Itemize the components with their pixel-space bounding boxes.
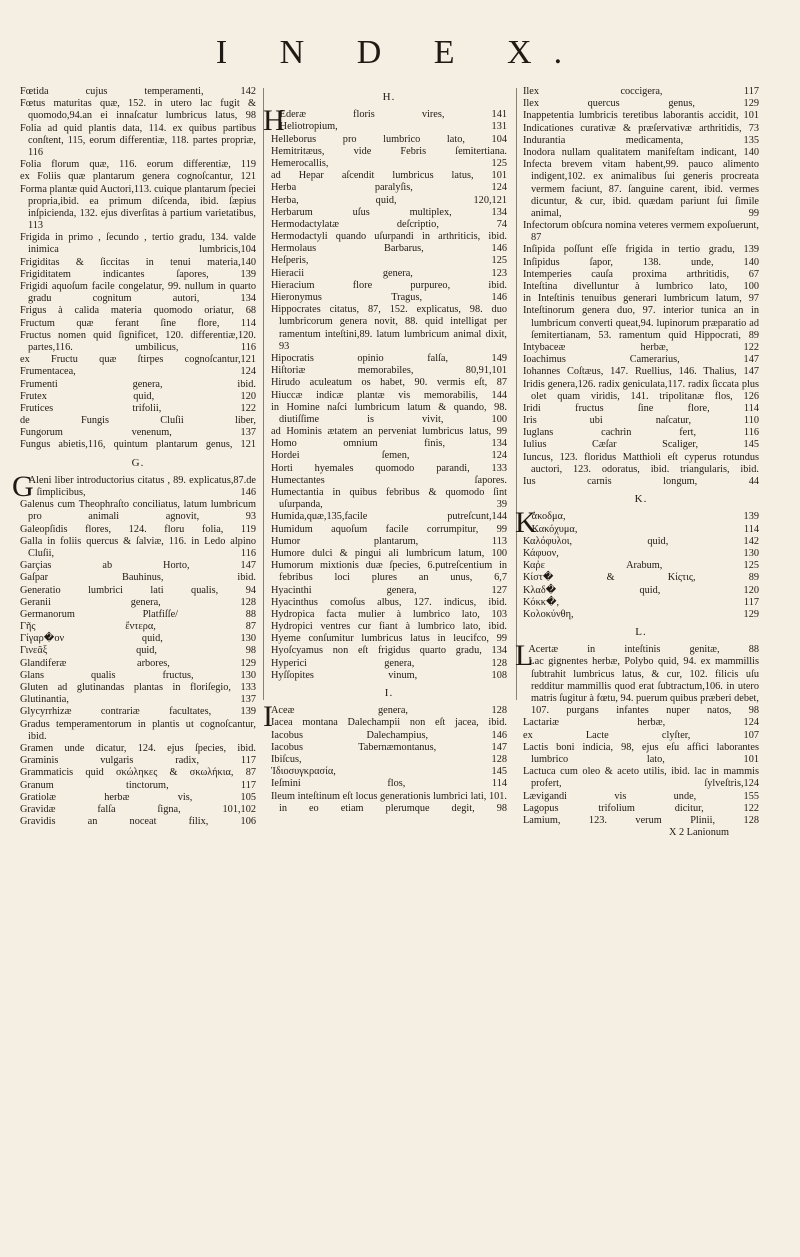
index-entry [20,439,256,451]
index-entry [20,123,256,160]
index-entry [523,439,759,451]
index-entry [20,366,256,378]
entry-text: Folia ad quid plantis data, 114. ex quibus partibus conſtent, 115, eorum differentiæ, 118. partes propriæ, 116 [20,122,256,158]
index-entry [20,694,256,706]
entry-text: Inappetentia lumbricis teretibus laborantis accidit, 101 [523,110,759,122]
index-column-1 [12,86,256,828]
entry-text: Glycyrrhizæ contrariæ facultates, 139 [20,706,256,718]
entry-text: Fungorum venenum, 137 [20,427,256,439]
index-entry [20,427,256,439]
index-entry [20,792,256,804]
section-letter: H. [382,91,396,103]
index-entry [523,135,759,147]
index-entry [271,585,507,597]
entry-text: Frigidi aquoſum facile congelatur, 99. nullum in quarto gradu cognitum autori, 134 [20,281,256,305]
entry-text: Iacobus Tabernæmontanus, 147 [271,741,507,753]
index-entry [20,159,256,171]
index-entry [523,379,759,403]
entry-text: Humectantia in quibus febribus & quomodo ſint uſurpanda, 39 [271,487,507,511]
entry-text: Κακόχυμα, 114 [531,523,759,535]
entry-text: Herba, quid, 120,121 [271,194,507,206]
index-entry [20,415,256,427]
index-entry [271,766,507,778]
index-entry [20,536,256,560]
index-entry [20,755,256,767]
index-entry [271,670,507,682]
entry-text: ex Lacte clyſter, 107 [523,729,759,741]
entry-text: Frigida in primo , ſecundo , tertio gradu, 134. valde inimica lumbricis,104 [20,232,256,256]
index-entry [523,742,759,766]
entry-text: Frumenti genera, ibid. [20,378,256,390]
entry-text: Hydropici ventres cur fiant à lumbrico lato, ibid. [271,621,507,633]
index-entry [271,219,507,231]
index-entry [271,717,507,729]
entry-text: Γῆς ἔντερα, 87 [20,621,256,633]
entry-text: Glans qualis fructus, 130 [20,669,256,681]
index-entry [20,682,256,694]
index-entry [523,147,759,159]
index-entry [523,269,759,281]
entry-text: Gradus temperamentorum in plantis ut cognoſcantur, ibid. [20,718,256,742]
entry-text: in Homine naſci lumbricum latum & quando, 98. diutiſſime is vivit, 100 [271,401,507,425]
index-entry [271,134,507,146]
index-entry [523,415,759,427]
entry-text: Geranii genera, 128 [20,596,256,608]
entry-text: Gaſpar Bauhinus, ibid. [20,572,256,584]
section-letter: I. [384,687,394,699]
index-entry [523,98,759,110]
entry-text: Frigus à calida materia quomodo oriatur, 68 [20,305,256,317]
index-entry [20,670,256,682]
entry-text: Gravidis an noceat filix, 106 [20,816,256,828]
index-entry [523,791,759,803]
entry-text: Humectantes ſapores. [271,474,507,486]
index-entry [523,427,759,439]
entry-text: Καῤε Arabum, 125 [523,560,759,572]
entry-text: ad Hepar aſcendit lumbricus latus, 101 [271,170,507,182]
index-entry [271,207,507,219]
index-entry [271,390,507,402]
index-entry [20,499,256,523]
index-entry [271,463,507,475]
entry-text: ad Hominis ætatem an perveniat lumbricus latus, 99 [271,426,507,438]
entry-text: Galla in foliis quercus & ſalviæ, 116. in Ledo alpino Cluſii, 116 [20,535,256,559]
entry-text: Hipocratis opinio falſa, 149 [271,352,507,364]
index-entry [271,754,507,766]
index-entry [523,244,759,256]
entry-text: Lac gignentes herbæ, Polybo quid, 94. ex mammillis ſubtrahit lumbricus latus, & cur, 102. filicis uſu redditur mammillis quod erat ſubtractum,106. in utero matris ſugitur à fœtu, 94. puerum quibus præberi debet, 107. purgans infantes nuper natos, 98 [528,656,759,717]
entry-text: Κίστ� & Κίςτις, 89 [523,572,759,584]
index-entry [271,487,507,511]
entry-text: Inodora nullam qualitatem manifeſtam indicant, 140 [523,146,759,158]
index-entry [20,281,256,305]
entry-text: Hyoſcyamus non eſt frigidus quarto gradu, 134 [271,645,507,657]
index-column-2 [263,86,507,815]
entry-text: Frigiditas & ſiccitas in tenui materia,140 [20,256,256,268]
entry-text: Humore dulci & pingui ali lumbricum latum, 100 [271,547,507,559]
index-entry [20,609,256,621]
index-entry [523,803,759,815]
entry-text: Lævigandi vis unde, 155 [523,790,759,802]
index-entry [20,403,256,415]
entry-text: Ileum inteſtinum eſt locus generationis lumbrici lati, 101. in eo etiam plerumque degit, 98 [271,790,507,814]
index-entry [523,257,759,269]
index-entry [20,269,256,281]
entry-text: Galenus cum Theophraſto conciliatus, latum lumbricum pro animali agnovit, 93 [20,499,256,523]
index-entry [523,536,759,548]
entry-text: Glutinantia, 137 [20,694,256,706]
index-entry [271,280,507,292]
index-entry [20,318,256,330]
entry-text: Homo omnium finis, 134 [271,438,507,450]
entry-text: Glandiferæ arbores, 129 [20,657,256,669]
index-entry [20,767,256,779]
index-entry [20,804,256,816]
section-letter: K. [634,493,648,506]
index-entry [271,170,507,182]
entry-text: Γινεᾶξ quid, 98 [20,645,256,657]
entry-text: Hyacinthi genera, 127 [271,584,507,596]
drop-cap: I [263,700,273,734]
entry-text: Hyſſopites vinum, 108 [271,669,507,681]
index-entry [20,354,256,366]
index-entry [523,366,759,378]
entry-text: Iuncus, 123. floridus Matthioli eſt cyperus rotundus auctori, 123. odoratus, ibid. triangularis, ibid. [523,451,759,475]
index-entry [271,146,507,158]
index-entry [271,621,507,633]
index-entry [515,639,759,673]
entry-text: Indurantia medicamenta, 135 [523,134,759,146]
index-entry [271,742,507,754]
index-entry [271,438,507,450]
entry-text: Hemerocallis, 125 [271,157,507,169]
index-entry [271,365,507,377]
index-entry [271,645,507,657]
index-entry [271,304,507,353]
entry-text: Hydropica facta mulier à lumbrico lato, 103 [271,608,507,620]
entry-text: Humor plantarum, 113 [271,535,507,547]
entry-text: Horti hyemales quomodo parandi, 133 [271,462,507,474]
entry-text: Καλόφυλοι, quid, 142 [523,535,759,547]
entry-text: Folia florum quæ, 116. eorum differentiæ, 119 [20,159,256,171]
entry-text: Ieſmini flos, 114 [271,778,507,790]
index-entry [20,98,256,122]
entry-text: Iacobus Dalechampius, 146 [271,729,507,741]
page-title: I N D E X. [215,34,585,71]
entry-text: Κάφυον, 130 [523,547,759,559]
entry-text: ex Fructu quæ ſtirpes cognoſcantur,121 [20,354,256,366]
index-entry [20,816,256,828]
index-entry [523,766,759,790]
index-entry [20,572,256,584]
index-entry [20,633,256,645]
entry-text: Granum tinctorum, 117 [20,779,256,791]
index-entry [20,645,256,657]
entry-text: Lactis boni indicia, 98, ejus eſu affici laborantes lumbrico lato, 101 [523,741,759,765]
entry-text: Aceæ genera, 128 [271,705,507,717]
index-entry [523,403,759,415]
index-entry [20,305,256,317]
entry-text: Gravidæ falſa ſigna, 101,102 [20,803,256,815]
entry-text: Gramen unde dicatur, 124. ejus ſpecies, ibid. [20,742,256,754]
entry-text: Infectorum obſcura nomina veteres vermem expoſuerunt, 87 [523,220,759,244]
entry-text: Fœtida cujus temperamenti, 142 [20,86,256,97]
entry-text: Humorum mixtionis duæ ſpecies, 6.putreſcentium in febribus loci plures an unus, 6,7 [271,560,507,584]
drop-cap: L [515,639,534,673]
index-entry [271,231,507,243]
entry-text: Ederæ floris vires, 141 [279,109,507,121]
index-entry [523,452,759,476]
index-entry [20,780,256,792]
entry-text: Humida,quæ,135,facile putreſcunt,144 [271,511,507,523]
index-entry [523,86,759,98]
entry-text: Fœtus maturitas quæ, 152. in utero lac fugit & quomodo,94.an ei innaſcatur lumbricus latus, 98 [20,98,256,122]
catchword: X 2 Lanionum [668,827,729,839]
index-entry [271,402,507,426]
entry-text: Fructum quæ ferant ſine flore, 114 [20,317,256,329]
entry-text: Hyperici genera, 128 [271,657,507,669]
entry-text: Hippocrates citatus, 87, 152. explicatus, 98. duo lumbricorum genera novit, 88. quid intelligat per ramentum inteſtini,89. latum lumbricum animal dixit, 93 [271,304,507,352]
entry-text: Iacea montana Dalechampii non eſt jacea, ibid. [271,717,507,729]
section-letter: G. [131,456,145,469]
index-entry [523,342,759,354]
entry-text: Ioachimus Camerarius, 147 [523,354,759,366]
entry-text: Inſipida poſſunt eſſe frigida in tertio gradu, 139 [523,244,759,256]
index-entry [271,597,507,609]
entry-text: Hemitritæus, vide Febris ſemitertiana. [271,145,507,157]
index-entry [271,377,507,389]
entry-text: Gluten ad glutinandas plantas in floriſegio, 133 [20,682,256,693]
index-entry [271,791,507,815]
index-entry [20,719,256,743]
entry-text: Hermodactylatæ deſcriptio, 74 [271,218,507,230]
index-entry [271,730,507,742]
entry-text: Lagopus trifolium dicitur, 122 [523,802,759,814]
index-entry [271,292,507,304]
entry-text: Iridis genera,126. radix geniculata,117. radix ſiccata plus olet quam viridis, 141. tripolitanæ flos, 126 [523,378,759,402]
entry-text: Γίγαρ�ον quid, 130 [20,633,256,645]
entry-text: in Inteſtinis tenuibus generari lumbricum latum, 97 [523,293,759,305]
entry-text: Fructus nomen quid ſignificet, 120. differentiæ,120. partes,116. umbilicus, 116 [20,329,256,353]
entry-text: Garçias ab Horto, 147 [20,560,256,572]
entry-text: Heſperis, 125 [271,255,507,267]
section-letter: L. [635,626,647,639]
index-entry [523,110,759,122]
entry-text: Forma plantæ quid Auctori,113. cuique plantarum ſpeciei propria,ibid. ea primum diſcenda, ibid. ſæpius inſpicienda, 132. ejus diverſitas à partium varietatibus, 113 [20,183,256,232]
index-entry [20,658,256,670]
entry-text: Ilex quercus genus, 129 [523,98,759,110]
index-entry [523,476,759,488]
entry-text: Fungus abietis,116, quintum plantarum genus, 121 [20,439,256,451]
entry-text: Intemperies cauſa proxima arthritidis, 67 [523,268,759,280]
index-entry [523,656,759,717]
entry-text: Intybaceæ herbæ, 122 [523,341,759,353]
entry-text: ex Foliis quæ plantarum genera cognoſcantur, 121 [20,171,256,183]
index-entry [523,524,759,536]
entry-text: Hieronymus Tragus, 146 [271,292,507,303]
index-entry [271,450,507,462]
index-entry [271,548,507,560]
index-entry [20,524,256,536]
entry-text: ἀκοδμα, 139 [531,511,759,523]
index-entry [271,243,507,255]
entry-text: Hyeme conſumitur lumbricus latus in leucifco, 99 [271,633,507,645]
index-entry [523,548,759,560]
entry-text: Iridi fructus ſine flore, 114 [523,402,759,414]
entry-text: Galeopſidis flores, 124. floru folia, 119 [20,523,256,535]
index-entry [523,159,759,220]
index-entry [20,330,256,354]
index-entry [20,171,256,183]
index-entry [523,585,759,597]
index-entry [271,658,507,670]
entry-text: Lamium, 123. verum Plinii, 128 [523,814,759,826]
index-entry [20,585,256,597]
entry-text: Generatio lumbrici lati qualis, 94 [20,584,256,596]
index-entry [523,220,759,244]
entry-text: Hieracium flore purpureo, ibid. [271,279,507,291]
entry-text: Hieracii genera, 123 [271,267,507,279]
entry-text: Iulius Cæſar Scaliger, 145 [523,439,759,451]
entry-text: Lactariæ herbæ, 124 [523,717,759,729]
index-entry [523,609,759,621]
entry-text: Germanorum Platfiſſe/ 88 [20,608,256,620]
entry-text: Hirudo aculeatum os habet, 90. vermis eſt, 87 [271,377,507,389]
entry-text: Grammaticis quid σκώληκες & σκωλήκια, 87 [20,767,256,779]
index-entry [271,475,507,487]
index-entry [20,706,256,718]
entry-text: Hiuccæ indicæ plantæ vis memorabilis, 144 [271,389,507,401]
index-entry [523,717,759,729]
index-entry [12,469,256,503]
entry-text: Humidum aquoſum facile corrumpitur, 99 [271,523,507,535]
index-entry [271,560,507,584]
entry-text: Frigiditatem indicantes ſapores, 139 [20,268,256,280]
entry-text: Herbarum uſus multiplex, 134 [271,206,507,218]
entry-text: Frutex quid, 120 [20,390,256,402]
index-entry [271,255,507,267]
index-entry [20,597,256,609]
entry-text: Acertæ in inteſtinis genitæ, 88 [528,644,759,656]
index-entry [523,354,759,366]
index-entry [271,778,507,790]
index-entry [20,86,256,98]
entry-text: Frutices trifolii, 122 [20,402,256,414]
index-entry [20,379,256,391]
index-entry [20,257,256,269]
entry-text: Inteſtina divelluntur à lumbrico lato, 100 [523,281,759,292]
entry-text: Hordei ſemen, 124 [271,450,507,462]
index-entry [271,121,507,133]
index-entry [523,572,759,584]
entry-text: Inteſtinorum genera duo, 97. interior tunica an in lumbricum converti queat,94. lupinorum præparatio ad ſemitertianam, 53. ramentum quid Hippocrati, 89 [523,305,759,341]
column-rule [263,88,264,700]
index-entry [20,560,256,572]
entry-text: Iris ubi naſcatur, 110 [523,415,759,427]
index-entry [523,597,759,609]
index-entry [271,158,507,170]
index-entry [523,730,759,742]
index-entry [271,353,507,365]
index-entry [523,305,759,342]
index-column-3 [515,86,759,839]
entry-text: Infecta brevem vitam habent,99. pauco alimento indigent,102. ex animalibus ſui generis procreata vermem faciunt, 87. ſanguine carent, ibid. vermes dicuntur, & cur, ibid. quædam pariunt ſui ſimile animal, 99 [523,159,759,219]
entry-text: Κόκκ�, 117 [523,596,759,608]
index-entry [20,184,256,233]
index-entry [523,815,759,827]
entry-text: Hermolaus Barbarus, 146 [271,243,507,255]
index-entry [271,536,507,548]
entry-text: Graminis vulgaris radix, 117 [20,755,256,767]
index-entry [20,621,256,633]
entry-text: Κλαδ� quid, 120 [523,584,759,596]
index-entry [271,268,507,280]
entry-text: Herba paralyſis, 124 [271,182,507,194]
entry-text: Helleborus pro lumbrico lato, 104 [271,133,507,145]
index-entry [20,743,256,755]
index-entry [20,391,256,403]
entry-text: Iuglans cachrin fert, 116 [523,427,759,439]
index-entry [523,281,759,293]
entry-text: Inſipidus ſapor, 138. unde, 140 [523,256,759,268]
index-entry [271,426,507,438]
index-entry [523,123,759,135]
entry-text: Hermodactyli quando uſurpandi in arthriticis, ibid. [271,231,507,243]
entry-text: Heliotropium, 131 [279,121,507,133]
index-entry [20,232,256,256]
drop-cap: K [515,506,537,540]
entry-text: Iohannes Coſtæus, 147. Ruellius, 146. Thalius, 147 [523,366,759,378]
index-entry [271,609,507,621]
index-entry [271,195,507,207]
entry-text: Lactuca cum oleo & aceto utilis, ibid. lac in mammis profert, ſylveſtris,124 [523,766,759,790]
entry-text: Hyacinthus comoſus albus, 127. indicus, ibid. [271,596,507,608]
entry-text: de Fungis Cluſii liber, [20,415,256,427]
drop-cap: G [12,469,34,503]
entry-text: Ἰδιοσυγκρασία, 145 [271,766,507,778]
entry-text: Κολοκύνθη, 129 [523,608,759,620]
index-entry [271,182,507,194]
entry-text: Aleni liber introductorius citatus , 89. explicatus,87.de ſimplicibus, 146 [28,474,256,498]
entry-text: Indicationes curativæ & præſervativæ arthritidis, 73 [523,122,759,134]
index-entry [271,524,507,536]
index-entry [523,560,759,572]
entry-text: Frumentacea, 124 [20,366,256,378]
entry-text: Gratiolæ herbæ vis, 105 [20,791,256,803]
drop-cap: H [263,104,285,138]
index-entry [523,293,759,305]
entry-text: Ilex coccigera, 117 [523,86,759,97]
entry-text: Hiſtoriæ memorabiles, 80,91,101 [271,365,507,377]
entry-text: Ibiſcus, 128 [271,753,507,765]
column-rule [516,88,517,700]
entry-text: Ius carnis longum, 44 [523,476,759,487]
index-entry [271,633,507,645]
index-entry [271,511,507,523]
